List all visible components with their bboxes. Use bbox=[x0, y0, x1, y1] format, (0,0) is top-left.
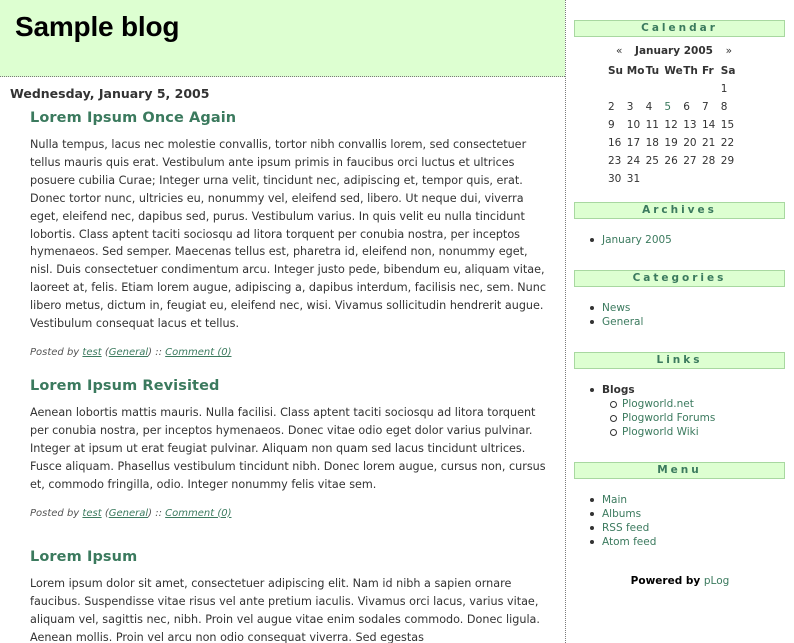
calendar-day: 15 bbox=[720, 119, 735, 131]
menu-heading: Menu bbox=[574, 462, 785, 479]
calendar-day: 4 bbox=[645, 101, 653, 113]
calendar-day: 9 bbox=[608, 119, 615, 131]
calendar-month: January 2005 bbox=[635, 45, 713, 57]
post-body: Aenean lobortis mattis mauris. Nulla facilisi. Class aptent taciti sociosqu ad litora torquent per conubia nostra, per inceptos hymenaeos. Donec vitae odio eget dolor varius pulvinar. Integer at ipsum ut erat feugiat pulvinar. Aliquam non quam sed lacus tincidunt ultrices. Fusce aliquam. Phasellus vestibulum tincidunt nibh. Donec lorem augue, cursus non, cursus et, commodo fringilla, odio. Integer nonummy felis vitae sem. bbox=[30, 406, 546, 491]
menu-albums-link[interactable]: Albums bbox=[588, 507, 784, 521]
blog-title[interactable]: Sample blog bbox=[15, 11, 180, 42]
calendar-day[interactable]: 5 bbox=[664, 101, 672, 113]
post-footer: Posted by test (General) :: Comment (0) bbox=[30, 507, 232, 519]
calendar-day: 31 bbox=[626, 173, 641, 185]
links-list bbox=[588, 383, 784, 439]
category-link[interactable]: General bbox=[108, 346, 149, 358]
calendar-day: 2 bbox=[608, 101, 615, 113]
calendar-day: 14 bbox=[701, 119, 716, 131]
archive-link[interactable]: January 2005 bbox=[588, 233, 784, 247]
archives-list bbox=[588, 233, 784, 247]
header-banner bbox=[0, 0, 565, 77]
author-link[interactable]: test bbox=[82, 507, 102, 519]
link-group-label: Blogs bbox=[602, 384, 635, 396]
calendar-week-row bbox=[608, 80, 740, 98]
calendar-day: 21 bbox=[701, 137, 716, 149]
calendar-weekday: Mo bbox=[626, 65, 645, 77]
categories-heading: Categories bbox=[574, 270, 785, 287]
calendar-week-row bbox=[608, 116, 740, 134]
post-footer: Posted by test (General) :: Comment (0) bbox=[30, 346, 232, 358]
categories-list bbox=[588, 301, 784, 329]
sidebar bbox=[574, 0, 786, 643]
calendar-day: 17 bbox=[626, 137, 641, 149]
menu-atom-link[interactable]: Atom feed bbox=[588, 535, 784, 549]
calendar-day: 8 bbox=[720, 101, 728, 113]
calendar-week-row bbox=[608, 152, 740, 170]
post-title[interactable]: Lorem Ipsum Once Again bbox=[30, 110, 237, 126]
calendar-day: 22 bbox=[720, 137, 735, 149]
link-plogworld-forums[interactable]: Plogworld Forums bbox=[608, 411, 784, 425]
calendar-week-row bbox=[608, 170, 740, 188]
calendar-weekday: Su bbox=[608, 65, 624, 77]
calendar-weekday: Th bbox=[683, 65, 698, 77]
calendar-day: 18 bbox=[645, 137, 659, 149]
menu-rss-link[interactable]: RSS feed bbox=[588, 521, 784, 535]
post bbox=[30, 378, 550, 519]
post bbox=[30, 549, 550, 643]
calendar-weekday: Sa bbox=[720, 65, 736, 77]
calendar-grid bbox=[608, 62, 740, 188]
calendar-heading: Calendar bbox=[574, 20, 785, 37]
link-group-blogs bbox=[588, 383, 784, 439]
post-title[interactable]: Lorem Ipsum bbox=[30, 549, 138, 565]
main-column bbox=[0, 77, 565, 643]
calendar-day: 25 bbox=[645, 155, 659, 167]
calendar-day: 29 bbox=[720, 155, 735, 167]
calendar-day: 11 bbox=[645, 119, 659, 131]
calendar-weekday: Fr bbox=[701, 65, 714, 77]
calendar-day: 3 bbox=[626, 101, 634, 113]
links-heading: Links bbox=[574, 352, 785, 369]
calendar-day: 6 bbox=[683, 101, 690, 113]
calendar-weekday: We bbox=[664, 65, 683, 77]
next-month-link[interactable]: » bbox=[725, 45, 732, 57]
post bbox=[30, 110, 550, 358]
calendar-day: 16 bbox=[608, 137, 622, 149]
calendar-day: 20 bbox=[683, 137, 697, 149]
calendar-weekday: Tu bbox=[645, 65, 660, 77]
posted-by-label: Posted by bbox=[30, 507, 80, 519]
category-link-general[interactable]: General bbox=[588, 315, 784, 329]
powered-by bbox=[574, 575, 786, 587]
link-sublist bbox=[608, 397, 784, 439]
column-divider bbox=[565, 0, 566, 643]
comment-link[interactable]: Comment (0) bbox=[165, 346, 232, 358]
calendar-week-row bbox=[608, 98, 740, 116]
plog-link[interactable]: pLog bbox=[703, 575, 730, 587]
post-body: Lorem ipsum dolor sit amet, consectetuer adipiscing elit. Nam id nibh a sapien ornare faucibus. Suspendisse vitae risus vel ante pretium iaculis. Vivamus orci lacus, varius vitae, aliquam vel, sagittis nec, nibh. Proin vel augue vitae enim sodales commodo. Donec ligula. Aenean mollis. Proin vel arcu non odio consequat viverra. Sed egestas bbox=[30, 577, 540, 643]
calendar-caption bbox=[608, 44, 740, 58]
calendar-day: 10 bbox=[626, 119, 641, 131]
calendar-day: 23 bbox=[608, 155, 622, 167]
calendar bbox=[608, 44, 740, 188]
powered-by-label: Powered by bbox=[630, 575, 701, 587]
prev-month-link[interactable]: « bbox=[616, 45, 623, 57]
comment-link[interactable]: Comment (0) bbox=[165, 507, 232, 519]
calendar-day: 7 bbox=[701, 101, 709, 113]
date-header: Wednesday, January 5, 2005 bbox=[10, 86, 210, 101]
link-plogworld-wiki[interactable]: Plogworld Wiki bbox=[608, 425, 784, 439]
calendar-day: 12 bbox=[664, 119, 678, 131]
calendar-day: 1 bbox=[720, 83, 728, 95]
calendar-day: 13 bbox=[683, 119, 697, 131]
link-plogworld-net[interactable]: Plogworld.net bbox=[608, 397, 784, 411]
posted-by-label: Posted by bbox=[30, 346, 80, 358]
category-link-news[interactable]: News bbox=[588, 301, 784, 315]
calendar-day: 28 bbox=[701, 155, 716, 167]
menu-main-link[interactable]: Main bbox=[588, 493, 784, 507]
calendar-day: 24 bbox=[626, 155, 641, 167]
calendar-weekday-row bbox=[608, 62, 740, 80]
calendar-week-row bbox=[608, 134, 740, 152]
calendar-day: 26 bbox=[664, 155, 678, 167]
archives-heading: Archives bbox=[574, 202, 785, 219]
post-body: Nulla tempus, lacus nec molestie convallis, tortor nibh convallis lorem, sed consectetuer tellus mauris quis erat. Vestibulum ante ipsum primis in faucibus orci luctus et ultrices posuere cubilia Curae; Integer urna velit, tincidunt nec, adipiscing et, tempor quis, erat. Donec tortor nunc, ultricies eu, nonummy vel, eleifend sed, libero. Ut neque dui, viverra eget, eleifend nec, dapibus sed, purus. Vestibulum varius. In quis velit eu nulla tincidunt lobortis. Class aptent taciti sociosqu ad litora torquent per conubia nostra, per inceptos hymenaeos. Sed semper. Maecenas tellus est, pharetra id, eleifend non, nonummy eget, nisl. Duis consectetuer condimentum arcu. Integer justo pede, bibendum eu, aliquam vitae, laoreet at, felis. Etiam lorem augue, adipiscing a, dapibus interdum, facilisis nec, sem. Nunc libero metus, dictum in, feugiat eu, eleifend nec, wisi. Vivamus sollicitudin hendrerit augue. Vestibulum consequat lacus et tellus. bbox=[30, 138, 547, 331]
author-link[interactable]: test bbox=[82, 346, 102, 358]
menu-list bbox=[588, 493, 784, 549]
calendar-day: 19 bbox=[664, 137, 678, 149]
calendar-day: 27 bbox=[683, 155, 697, 167]
calendar-day: 30 bbox=[608, 173, 622, 185]
category-link[interactable]: General bbox=[108, 507, 149, 519]
post-title[interactable]: Lorem Ipsum Revisited bbox=[30, 378, 220, 394]
